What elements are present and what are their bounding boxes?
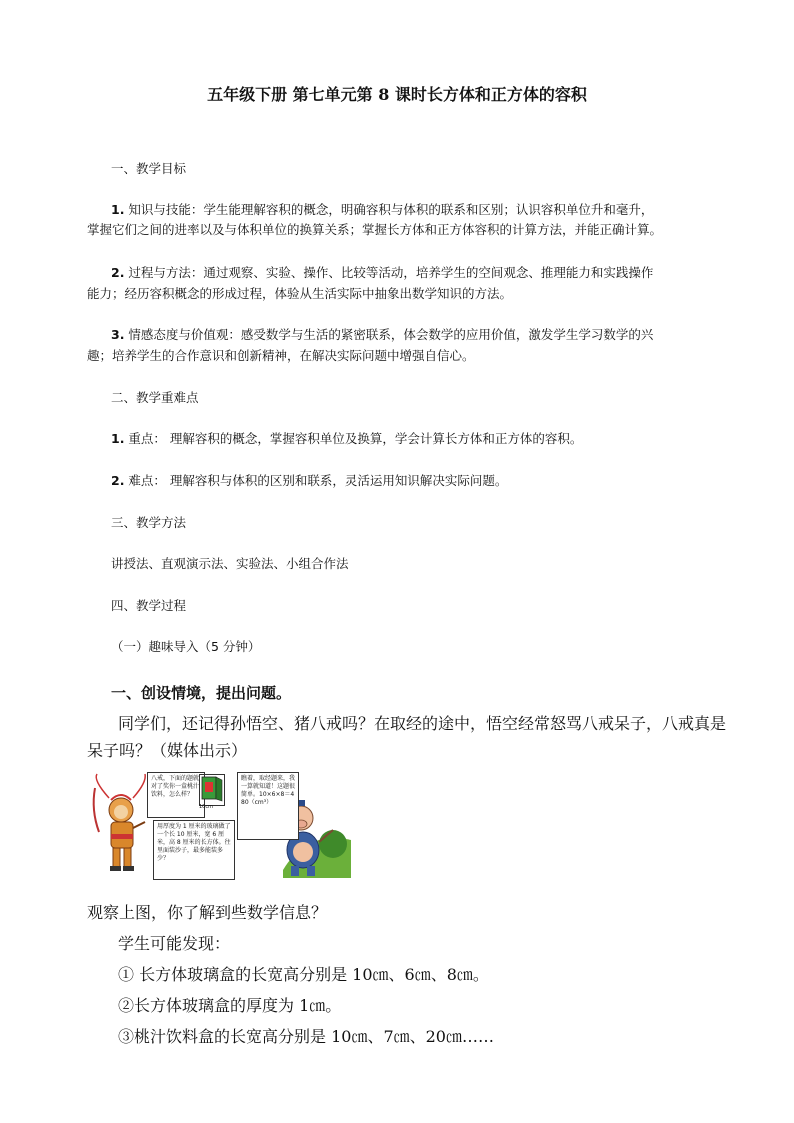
finding-item-2: ②长方体玻璃盒的厚度为 1㎝。 [118,996,342,1015]
dialog-bubble-reward: 八戒，下面的题就对了奖你一盒桃汁饮料，怎么样？ [147,772,205,818]
key-1-text: 重点： 理解容积的概念，掌握容积单位及换算，学会计算长方体和正方体的容积。 [124,431,583,446]
goal-2-text: 过程与方法：通过观察、实验、操作、比较等活动，培养学生的空间观念、推理能力和实践操作 [124,265,654,280]
goal-3-line-1 [111,326,653,344]
discover-intro: 学生可能发现： [118,934,231,953]
goal-1-line-2: 掌握它们之间的进率以及与体积单位的换算关系；掌握长方体和正方体容积的计算方法，并能正确计算。 [87,222,663,237]
goal-2-number: 2. [111,265,125,280]
goal-2-line-2: 能力；经历容积概念的形成过程，体验从生活实际中抽象出数学知识的方法。 [87,286,513,301]
goal-1-number: 1. [111,202,125,217]
goal-1-text: 知识与技能：学生能理解容积的概念，明确容积与体积的联系和区别；认识容积单位升和毫升， [124,202,654,217]
intro-paragraph-line-1: 同学们，还记得孙悟空、猪八戒吗？在取经的途中，悟空经常怒骂八戒呆子，八戒真是 [118,714,727,733]
dialog-bubble-answer: 瞧着，取经题来，我一算就知道！这题很简单。10×6×8＝480（cm³） [237,772,299,840]
key-point-1 [111,430,582,448]
key-1-number: 1. [111,431,125,446]
goal-3-line-2: 趣；培养学生的合作意识和创新精神，在解决实际问题中增强自信心。 [87,348,475,363]
observe-question: 观察上图，你了解到些数学信息？ [87,903,328,922]
key-point-2 [111,472,507,490]
dialog-bubble-question: 用厚度为 1 厘米的玻璃做了一个长 10 厘米，宽 6 厘米，高 8 厘米的长方体。往里面装沙子，最多能装多少？ [153,820,235,880]
intro-paragraph-line-2: 呆子吗？（媒体出示） [87,741,248,760]
intro-heading: （一）趣味导入（5 分钟） [111,639,261,654]
goal-3-number: 3. [111,327,125,342]
finding-item-3: ③桃汁饮料盒的长宽高分别是 10㎝、7㎝、20㎝…… [118,1027,494,1046]
juice-box-icon [199,774,225,806]
section-heading-process: 四、教学过程 [111,598,187,613]
methods-text: 讲授法、直观演示法、实验法、小组合作法 [111,556,349,571]
key-2-text: 难点： 理解容积与体积的区别和联系，灵活运用知识解决实际问题。 [124,473,508,488]
story-illustration [87,770,351,878]
section-heading-goals: 一、教学目标 [111,161,187,176]
goal-2-line-1 [111,264,653,282]
document-title: 五年级下册 第七单元第 8 课时长方体和正方体的容积 [207,85,587,104]
finding-item-1: ① 长方体玻璃盒的长宽高分别是 10㎝、6㎝、8㎝。 [118,965,489,984]
goal-3-text: 情感态度与价值观：感受数学与生活的紧密联系，体会数学的应用价值，激发学生学习数学的兴 [124,327,654,342]
scene-heading: 一、创设情境，提出问题。 [111,684,292,702]
key-2-number: 2. [111,473,125,488]
section-heading-methods: 三、教学方法 [111,515,187,530]
section-heading-key-points: 二、教学重难点 [111,390,199,405]
juice-dimension-label: 10cm [199,804,213,810]
goal-1-line-1 [111,201,653,219]
